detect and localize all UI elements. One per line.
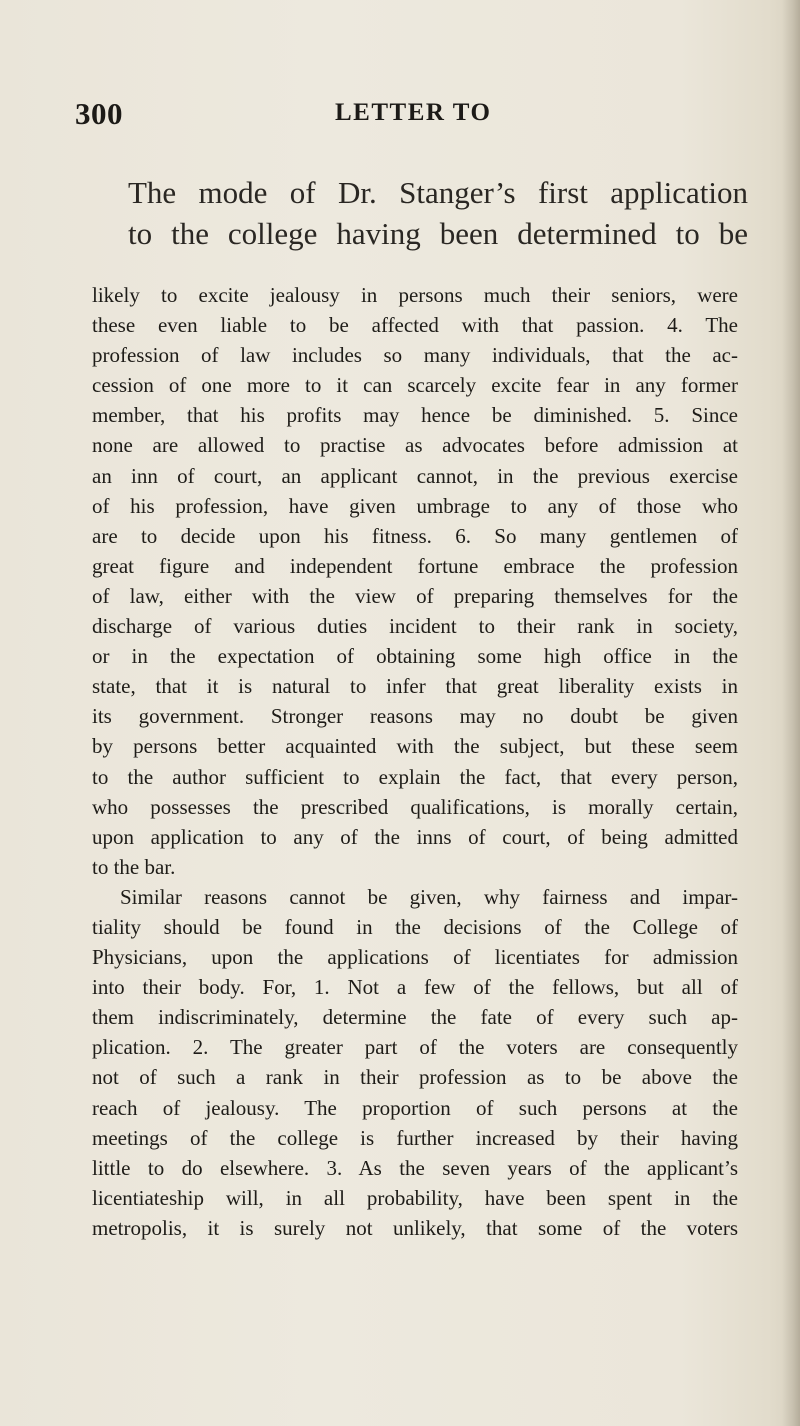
text-line: tiality should be found in the decisions of the College of xyxy=(92,914,738,939)
text-line: them indiscriminately, determine the fate of every such ap- xyxy=(92,1005,738,1030)
heading-line: to the college having been determined to be xyxy=(128,216,748,251)
running-title: LETTER TO xyxy=(335,99,492,126)
text-line: are to decide upon his fitness. 6. So many gentlemen of xyxy=(92,523,738,548)
text-line: to the bar. xyxy=(92,854,176,879)
text-line: of law, either with the view of preparing themselves for the xyxy=(92,583,738,608)
heading-line: The mode of Dr. Stanger’s first application xyxy=(128,175,748,210)
text-line: licentiateship will, in all probability, have been spent in the xyxy=(92,1185,738,1210)
text-line: meetings of the college is further increased by their having xyxy=(92,1125,738,1150)
text-line: Physicians, upon the applications of licentiates for admission xyxy=(92,945,738,970)
text-line: discharge of various duties incident to their rank in society, xyxy=(92,614,738,639)
text-line: plication. 2. The greater part of the voters are consequently xyxy=(92,1035,738,1060)
text-line: member, that his profits may hence be diminished. 5. Since xyxy=(92,403,738,428)
text-line: upon application to any of the inns of court, of being admitted xyxy=(92,824,738,849)
section-heading xyxy=(128,172,748,254)
text-line: its government. Stronger reasons may no doubt be given xyxy=(92,704,738,729)
text-line: reach of jealousy. The proportion of such persons at the xyxy=(92,1095,738,1120)
text-line: these even liable to be affected with that passion. 4. The xyxy=(92,313,738,338)
text-line: to the author sufficient to explain the fact, that every person, xyxy=(92,764,738,789)
text-line: metropolis, it is surely not unlikely, that some of the voters xyxy=(92,1215,738,1240)
text-line: who possesses the prescribed qualifications, is morally certain, xyxy=(92,794,738,819)
body-text xyxy=(92,280,738,1243)
running-head xyxy=(75,96,735,140)
text-line: not of such a rank in their profession as to be above the xyxy=(92,1065,738,1090)
text-line: Similar reasons cannot be given, why fairness and impar- xyxy=(120,884,738,909)
text-line: profession of law includes so many individuals, that the ac- xyxy=(92,343,738,368)
text-line: into their body. For, 1. Not a few of the fellows, but all of xyxy=(92,975,738,1000)
text-line: an inn of court, an applicant cannot, in the previous exercise xyxy=(92,463,738,488)
text-line: none are allowed to practise as advocates before admission at xyxy=(92,433,738,458)
text-line: by persons better acquainted with the subject, but these seem xyxy=(92,734,738,759)
text-line: little to do elsewhere. 3. As the seven years of the applicant’s xyxy=(92,1155,738,1180)
text-line: or in the expectation of obtaining some high office in the xyxy=(92,644,738,669)
page-edge-shadow xyxy=(782,0,800,1426)
text-line: great figure and independent fortune embrace the profession xyxy=(92,553,738,578)
text-line: of his profession, have given umbrage to any of those who xyxy=(92,493,738,518)
text-line: state, that it is natural to infer that great liberality exists in xyxy=(92,674,738,699)
text-line: cession of one more to it can scarcely excite fear in any former xyxy=(92,373,738,398)
page-number: 300 xyxy=(75,96,123,131)
text-line: likely to excite jealousy in persons much their seniors, were xyxy=(92,283,738,307)
